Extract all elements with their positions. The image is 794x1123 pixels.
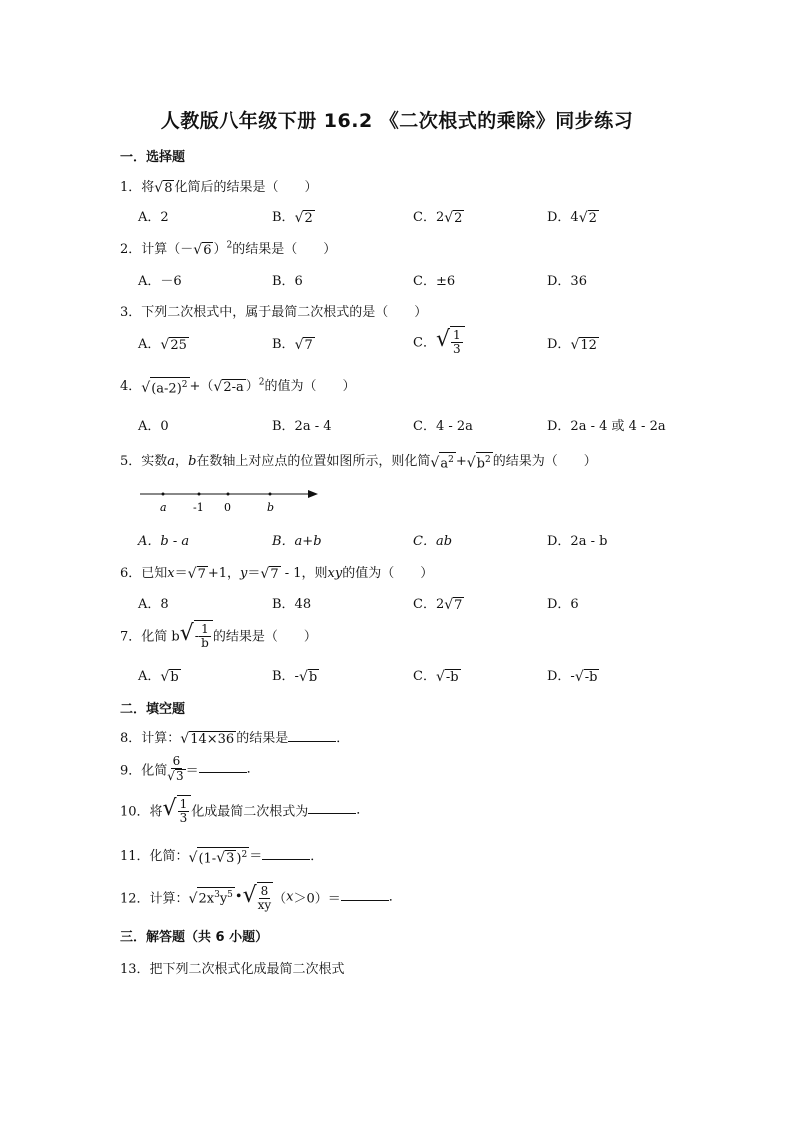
- section-fill-blank: 二．填空题: [120, 702, 186, 717]
- answer-blank[interactable]: [199, 760, 247, 773]
- q5-option-c: C．ab: [413, 534, 453, 549]
- q6-option-b: B．48: [272, 597, 312, 612]
- q1-option-d: D．4√2: [547, 209, 597, 226]
- point-a: [162, 493, 165, 496]
- point-zero: [227, 493, 230, 496]
- question-4: 4．$√(a-2)^2 +(√2-a$ ）$^2$的值为（ ）: [120, 377, 356, 397]
- question-11: 11．化简：√(1-√3 )$^2$ ＝ ．: [120, 845, 323, 866]
- answer-blank[interactable]: [288, 729, 336, 742]
- q3-option-d: D．√12: [547, 336, 597, 353]
- answer-blank[interactable]: [308, 801, 356, 814]
- q2-option-b: B．6: [272, 274, 303, 289]
- section-answer: 三．解答题（共 6 小题）: [120, 930, 269, 945]
- point-neg1: [198, 493, 201, 496]
- number-line-diagram: [140, 486, 330, 518]
- question-7: 7．化简 b√- $\frac{1}{b}$ 的结果是（ ）: [120, 621, 317, 650]
- q7-option-b: B．-√b: [272, 668, 318, 685]
- q7-option-a: A．√b: [138, 668, 179, 685]
- point-b: [269, 493, 272, 496]
- q4-option-c: C．4 - 2a: [413, 419, 473, 434]
- q4-option-a: A．0: [138, 419, 169, 434]
- page-title: 人教版八年级下册 16.2 《二次根式的乘除》同步练习: [160, 110, 634, 132]
- question-12: 12．计算：$√2x^3y^5$ •√ $\frac{8}{xy}$ （x＞0）＝ ．: [120, 883, 402, 912]
- q4-option-d: D．2a - 4 或 4 - 2a: [547, 419, 666, 434]
- section-choice: 一．选择题: [120, 150, 186, 165]
- question-3: 3．下列二次根式中，属于最简二次根式的是（ ）: [120, 305, 428, 320]
- q1-option-b: B．√2: [272, 209, 313, 226]
- label-a: a: [160, 501, 167, 514]
- answer-blank[interactable]: [341, 888, 389, 901]
- label-b: b: [267, 501, 275, 514]
- question-13: 13．把下列二次根式化成最简二次根式: [120, 962, 345, 977]
- q5-option-b: B．a+b: [272, 534, 322, 549]
- question-9: 9．化简 $\frac{6}{√3}$ ＝ ．: [120, 754, 260, 783]
- q3-option-c: C．√ $\frac{1}{3}$: [413, 326, 465, 356]
- question-10: 10．将√ $\frac{1}{3}$ 化成最简二次根式为 ．: [120, 796, 370, 825]
- label-neg1: -1: [193, 501, 204, 514]
- q3-option-a: A．√25: [138, 336, 187, 353]
- question-6: 6．已知x＝√7 +1，y＝√7 - 1，则xy的值为（ ）: [120, 565, 434, 582]
- radical: √8: [154, 179, 173, 196]
- q2-option-c: C．±6: [413, 274, 456, 289]
- q1-option-a: A．2: [138, 210, 169, 225]
- q4-option-b: B．2a - 4: [272, 419, 332, 434]
- q7-option-d: D．-√-b: [547, 668, 598, 685]
- q5-option-d: D．2a - b: [547, 534, 608, 549]
- question-5: 5．实数a，b在数轴上对应点的位置如图所示，则化简$√a^2 +√b^2$ 的结果为（ ）: [120, 450, 597, 471]
- q2-option-d: D．36: [547, 274, 587, 289]
- q6-option-a: A．8: [138, 597, 169, 612]
- question-1: 1．将√8 化简后的结果是（ ）: [120, 179, 318, 196]
- q6-option-c: C．2√7: [413, 596, 463, 613]
- question-2: 2．计算（－√6 ）$^2$的结果是（ ）: [120, 240, 337, 258]
- label-zero: 0: [224, 501, 231, 514]
- q1-option-c: C．2√2: [413, 209, 463, 226]
- q3-option-b: B．√7: [272, 336, 313, 353]
- q6-option-d: D．6: [547, 597, 579, 612]
- q7-option-c: C．√-b: [413, 668, 459, 685]
- axis-arrow: [308, 490, 318, 498]
- q5-option-a: A．b - a: [138, 534, 190, 549]
- answer-blank[interactable]: [262, 847, 310, 860]
- q2-option-a: A．－6: [138, 274, 182, 289]
- question-8: 8．计算：√14×36 的结果是 ．: [120, 730, 350, 747]
